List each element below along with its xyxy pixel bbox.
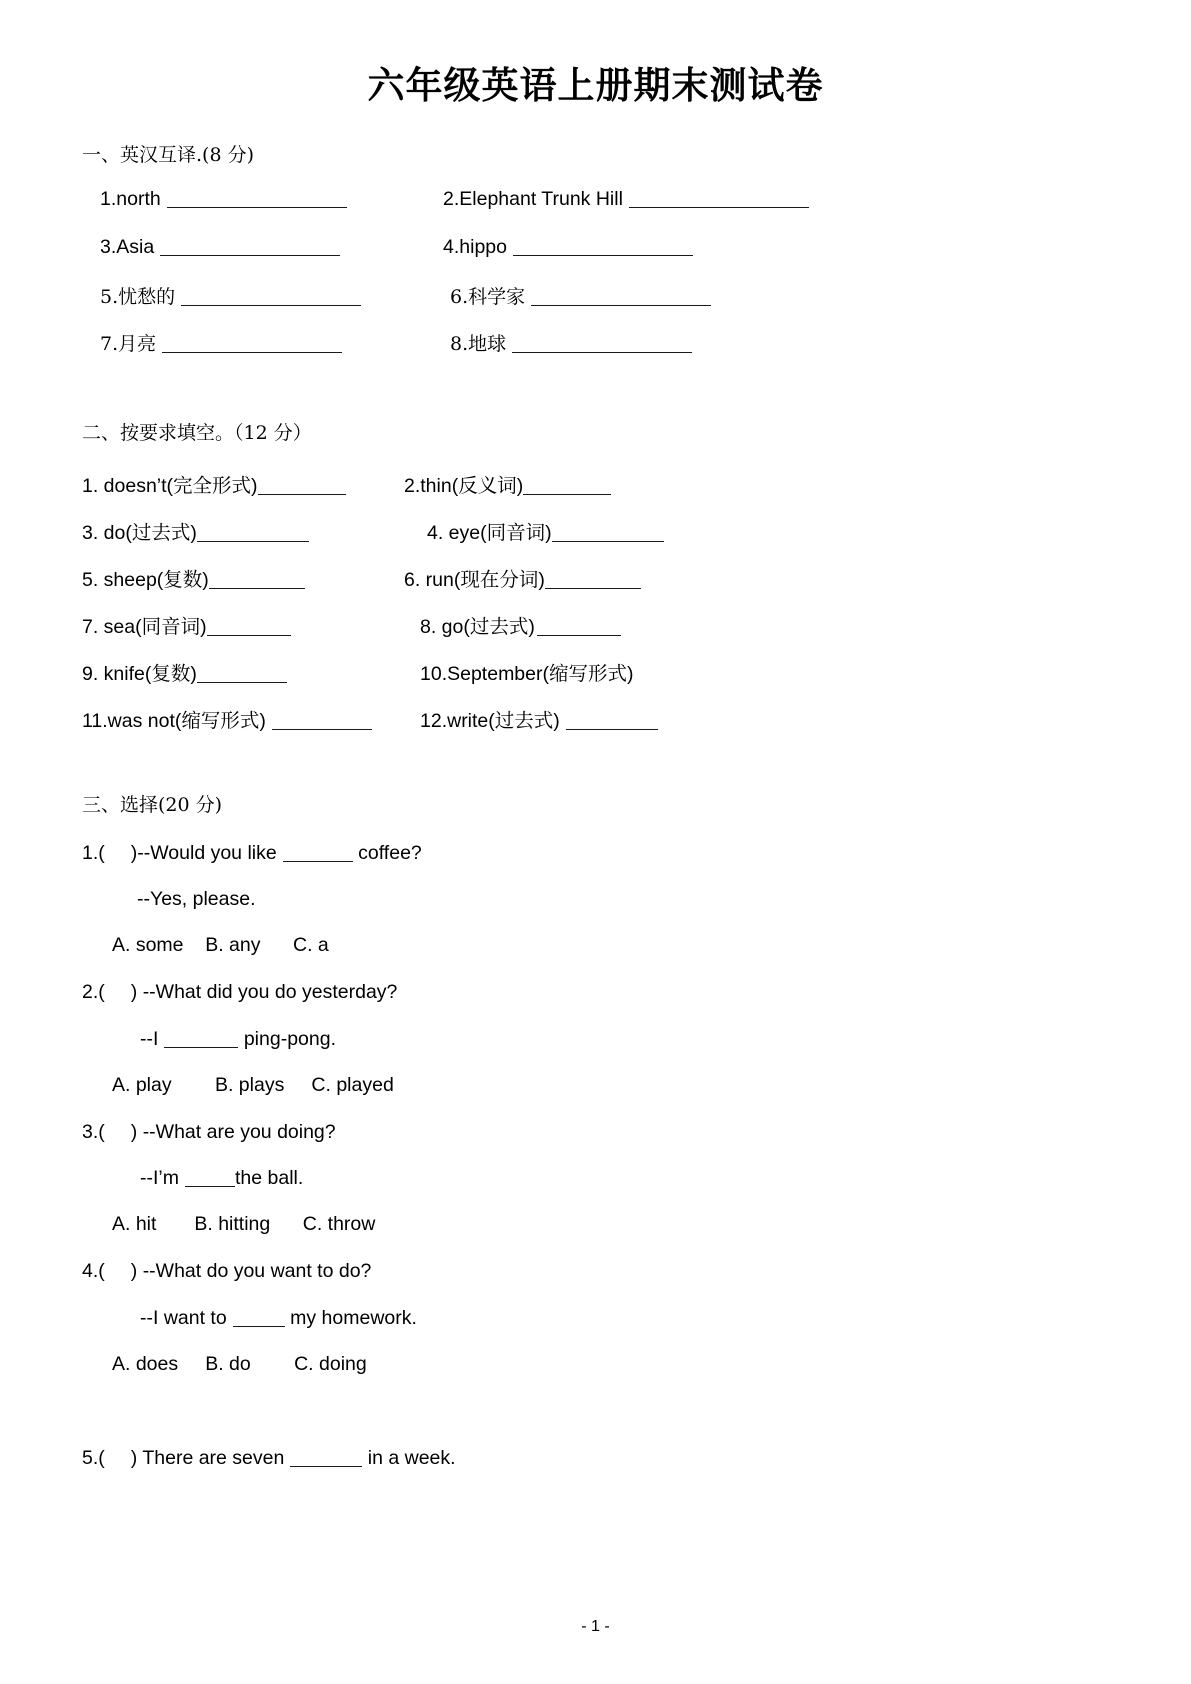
fill-item-7 bbox=[82, 611, 293, 639]
answer-blank[interactable] bbox=[164, 1047, 238, 1048]
choice-question-2-options[interactable]: A. play B. plays C. played bbox=[112, 1074, 394, 1096]
translation-item-1 bbox=[100, 188, 347, 211]
answer-blank[interactable] bbox=[552, 541, 664, 542]
choice-question-1-stem bbox=[82, 842, 422, 865]
stem-before: There are seven bbox=[142, 1447, 285, 1469]
answer-blank[interactable] bbox=[531, 305, 711, 306]
translation-item-5 bbox=[100, 282, 361, 309]
answer-blank[interactable] bbox=[512, 352, 692, 353]
answer-blank[interactable] bbox=[290, 1466, 362, 1467]
fill-item-5-label: 5. sheep(复数) bbox=[82, 569, 209, 591]
answer-blank[interactable] bbox=[258, 494, 346, 495]
answer-blank[interactable] bbox=[537, 635, 621, 636]
answer-blank[interactable] bbox=[197, 682, 287, 683]
answer-blank[interactable] bbox=[181, 305, 361, 306]
answer-blank[interactable] bbox=[197, 541, 309, 542]
fill-item-4-label: 4. eye(同音词) bbox=[427, 522, 552, 544]
reply-before: --I want to bbox=[140, 1307, 227, 1329]
page-title: 六年级英语上册期末测试卷 bbox=[367, 63, 824, 107]
choice-question-5-stem bbox=[82, 1447, 456, 1470]
fill-item-9 bbox=[82, 658, 289, 686]
answer-blank[interactable] bbox=[233, 1326, 285, 1327]
fill-item-11 bbox=[82, 705, 372, 733]
answer-blank[interactable] bbox=[272, 729, 372, 730]
section-heading-fill-in-blanks: 二、按要求填空。（12 分） bbox=[82, 422, 312, 444]
translation-item-8-label: 8.地球 bbox=[450, 333, 507, 355]
section-heading-multiple-choice: 三、选择(20 分) bbox=[82, 794, 223, 816]
choice-question-1-options[interactable]: A. some B. any C. a bbox=[112, 934, 329, 956]
fill-item-5 bbox=[82, 564, 307, 592]
fill-item-10-label: 10.September(缩写形式) bbox=[420, 663, 634, 685]
question-paren-close: ) bbox=[130, 1447, 138, 1469]
fill-item-12-label: 12.write(过去式) bbox=[420, 710, 560, 732]
translation-item-4-label: 4.hippo bbox=[443, 236, 507, 258]
reply-after: the ball. bbox=[234, 1167, 304, 1189]
answer-blank[interactable] bbox=[513, 255, 693, 256]
choice-question-3-stem bbox=[82, 1121, 336, 1144]
question-number: 1.( bbox=[82, 842, 105, 864]
answer-blank[interactable] bbox=[523, 494, 611, 495]
choice-question-4-reply bbox=[140, 1307, 417, 1330]
translation-item-3-label: 3.Asia bbox=[100, 236, 155, 258]
choice-question-3-options[interactable]: A. hit B. hitting C. throw bbox=[112, 1213, 376, 1235]
reply-before: --I bbox=[140, 1028, 159, 1050]
question-number: 2.( bbox=[82, 981, 105, 1003]
fill-item-3 bbox=[82, 517, 311, 545]
fill-item-3-label: 3. do(过去式) bbox=[82, 522, 197, 544]
question-number: 5.( bbox=[82, 1447, 105, 1469]
answer-blank[interactable] bbox=[283, 861, 353, 862]
fill-item-6 bbox=[404, 564, 643, 592]
translation-item-7-label: 7.月亮 bbox=[100, 333, 157, 355]
answer-blank[interactable] bbox=[185, 1186, 235, 1187]
question-paren-close: ) bbox=[130, 1121, 138, 1143]
answer-blank[interactable] bbox=[162, 352, 342, 353]
reply-after: ping-pong. bbox=[243, 1028, 336, 1050]
question-number: 3.( bbox=[82, 1121, 105, 1143]
choice-question-4-stem bbox=[82, 1260, 371, 1283]
fill-item-7-label: 7. sea(同音词) bbox=[82, 616, 207, 638]
translation-item-4 bbox=[443, 236, 693, 259]
translation-item-6-label: 6.科学家 bbox=[450, 286, 526, 308]
fill-item-8 bbox=[420, 611, 623, 639]
choice-question-2-reply bbox=[140, 1028, 336, 1051]
translation-item-2-label: 2.Elephant Trunk Hill bbox=[443, 188, 623, 210]
choice-question-3-reply bbox=[140, 1167, 303, 1190]
fill-item-12 bbox=[420, 705, 658, 733]
translation-item-5-label: 5.忧愁的 bbox=[100, 286, 176, 308]
stem-text: --What did you do yesterday? bbox=[142, 981, 398, 1003]
question-number: 4.( bbox=[82, 1260, 105, 1282]
translation-item-2 bbox=[443, 188, 809, 211]
answer-blank[interactable] bbox=[566, 729, 658, 730]
fill-item-4 bbox=[427, 517, 666, 545]
reply-after: my homework. bbox=[290, 1307, 417, 1329]
question-paren-close: ) bbox=[130, 1260, 138, 1282]
fill-item-2 bbox=[404, 470, 613, 498]
translation-item-1-label: 1.north bbox=[100, 188, 161, 210]
reply-before: --I’m bbox=[140, 1167, 179, 1189]
translation-item-7 bbox=[100, 329, 342, 356]
fill-item-9-label: 9. knife(复数) bbox=[82, 663, 197, 685]
stem-text: --What are you doing? bbox=[142, 1121, 336, 1143]
stem-text: --What do you want to do? bbox=[142, 1260, 372, 1282]
answer-blank[interactable] bbox=[160, 255, 340, 256]
answer-blank[interactable] bbox=[209, 588, 305, 589]
fill-item-8-label: 8. go(过去式) bbox=[420, 616, 535, 638]
answer-blank[interactable] bbox=[545, 588, 641, 589]
fill-item-2-label: 2.thin(反义词) bbox=[404, 475, 524, 497]
choice-question-4-options[interactable]: A. does B. do C. doing bbox=[112, 1353, 367, 1375]
choice-question-2-stem bbox=[82, 981, 397, 1004]
fill-item-6-label: 6. run(现在分词) bbox=[404, 569, 545, 591]
answer-blank[interactable] bbox=[167, 207, 347, 208]
fill-item-1-label: 1. doesn’t(完全形式) bbox=[82, 475, 258, 497]
stem-after: in a week. bbox=[367, 1447, 456, 1469]
answer-blank[interactable] bbox=[207, 635, 291, 636]
answer-blank[interactable] bbox=[629, 207, 809, 208]
translation-item-3 bbox=[100, 236, 340, 259]
translation-item-6 bbox=[450, 282, 711, 309]
stem-before: --Would you like bbox=[137, 842, 277, 864]
page-number-footer: - 1 - bbox=[581, 1618, 610, 1635]
fill-item-11-label: 11.was not(缩写形式) bbox=[82, 710, 266, 732]
choice-question-1-reply: --Yes, please. bbox=[137, 888, 256, 910]
fill-item-1 bbox=[82, 470, 348, 498]
fill-item-10 bbox=[420, 658, 633, 686]
question-paren-close: ) bbox=[130, 842, 138, 864]
translation-item-8 bbox=[450, 329, 692, 356]
stem-after: coffee? bbox=[358, 842, 422, 864]
question-paren-close: ) bbox=[130, 981, 138, 1003]
section-heading-translation: 一、英汉互译.(8 分) bbox=[82, 144, 254, 167]
